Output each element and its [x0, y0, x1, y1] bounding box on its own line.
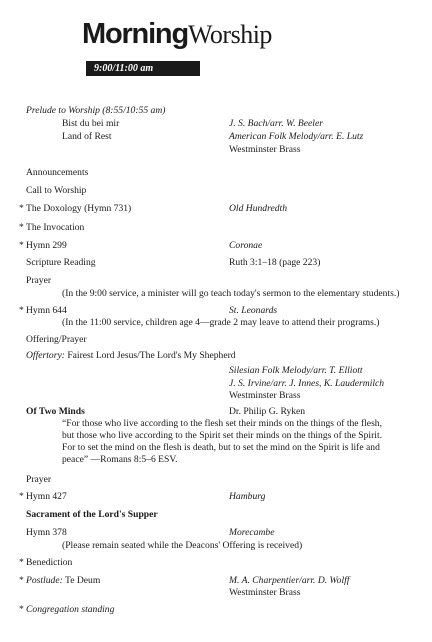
ensemble: Westminster Brass	[229, 390, 301, 401]
invocation-row	[0, 222, 432, 234]
scripture-reference: Ruth 3:1–18 (page 223)	[229, 257, 321, 268]
standing-mark: *	[19, 305, 24, 316]
postlude-row	[0, 575, 432, 587]
piece-name: Land of Rest	[62, 131, 112, 142]
sacrament-title: Sacrament of the Lord's Supper	[26, 509, 158, 520]
hymn-note: (Please remain seated while the Deacons' Offering is received)	[62, 540, 303, 551]
offertory-credit-2	[0, 378, 432, 390]
prelude-title: Prelude to Worship (8:55/10:55 am)	[26, 105, 166, 116]
footnote-row	[0, 604, 432, 616]
prayer-note-row	[0, 288, 432, 300]
hymn-note: (In the 11:00 service, children age 4—grade 2 may leave to attend their programs.)	[62, 317, 380, 328]
benediction-row	[0, 557, 432, 569]
ensemble: Westminster Brass	[229, 144, 301, 155]
hymn-tune: St. Leonards	[229, 305, 278, 316]
bulletin-title	[82, 18, 272, 50]
postlude-credit: M. A. Charpentier/arr. D. Wolff	[229, 575, 350, 586]
prayer-row	[0, 275, 432, 287]
sermon-quote-line	[0, 442, 432, 454]
postlude-piece: Te Deum	[65, 575, 101, 586]
hymn-644-note-row	[0, 317, 432, 329]
standing-mark: *	[19, 222, 24, 233]
hymn-tune: Hamburg	[229, 491, 266, 502]
hymn-427-row	[0, 491, 432, 503]
invocation-label: The Invocation	[26, 222, 85, 233]
offering-row	[0, 334, 432, 346]
doxology-row	[0, 203, 432, 215]
prelude-piece-1	[0, 118, 432, 130]
prayer-2-row	[0, 474, 432, 486]
quote-text: but those who live according to the Spirit set their minds on the things of the Spirit.	[62, 430, 383, 441]
benediction-label: Benediction	[26, 557, 73, 568]
offertory-credit: J. S. Irvine/arr. J. Innes, K. Laudermilch	[229, 378, 385, 389]
hymn-299-row	[0, 240, 432, 252]
offertory-credit: Silesian Folk Melody/arr. T. Elliott	[229, 365, 363, 376]
footnote-text: Congregation standing	[26, 604, 115, 615]
offertory-credit-1	[0, 365, 432, 377]
prelude-piece-2	[0, 131, 432, 143]
offertory-label: Offertory:	[26, 350, 65, 361]
piece-credit: J. S. Bach/arr. W. Beeler	[229, 118, 323, 129]
scripture-row	[0, 257, 432, 269]
call-to-worship: Call to Worship	[26, 185, 87, 196]
sermon-quote-line	[0, 430, 432, 442]
offertory	[26, 350, 236, 362]
doxology-label: The Doxology (Hymn 731)	[26, 203, 132, 214]
sermon-preacher: Dr. Philip G. Ryken	[229, 406, 306, 417]
offertory-title: Fairest Lord Jesus/The Lord's My Shepherd	[67, 350, 236, 361]
announcements: Announcements	[26, 167, 89, 178]
hymn-label: Hymn 644	[26, 305, 67, 316]
standing-mark: *	[19, 203, 24, 214]
offertory-row	[0, 350, 432, 362]
standing-mark: *	[19, 240, 24, 251]
piece-credit: American Folk Melody/arr. E. Lutz	[229, 131, 364, 142]
hymn-label: Hymn 378	[26, 527, 67, 538]
quote-text: “For those who live according to the flesh set their minds on the things of the flesh,	[62, 418, 382, 429]
hymn-644-row	[0, 305, 432, 317]
sermon-row	[0, 406, 432, 418]
piece-name: Bist du bei mir	[62, 118, 120, 129]
doxology-tune: Old Hundredth	[229, 203, 288, 214]
hymn-label: Hymn 299	[26, 240, 67, 251]
prayer-label: Prayer	[26, 275, 52, 286]
standing-mark: *	[19, 604, 24, 615]
call-to-worship-row	[0, 185, 432, 197]
announcements-row	[0, 167, 432, 179]
quote-text: peace” —Romans 8:5–6 ESV.	[62, 454, 178, 465]
ensemble: Westminster Brass	[229, 587, 301, 598]
title-bold: Morning	[82, 18, 188, 50]
scripture-label: Scripture Reading	[26, 257, 96, 268]
prelude-row	[0, 105, 432, 117]
postlude-label: Postlude:	[26, 575, 63, 586]
hymn-378-row	[0, 527, 432, 539]
title-light: Worship	[187, 20, 272, 49]
hymn-378-note-row	[0, 540, 432, 552]
postlude-ensemble-row	[0, 587, 432, 599]
quote-text: For to set the mind on the flesh is death, but to set the mind on the Spirit is life and	[62, 442, 380, 453]
hymn-label: Hymn 427	[26, 491, 67, 502]
hymn-tune: Coronae	[229, 240, 263, 251]
sacrament-row	[0, 509, 432, 521]
sermon-title: Of Two Minds	[26, 406, 85, 417]
sermon-quote-line	[0, 418, 432, 430]
service-times-bar: 9:00/11:00 am	[86, 61, 200, 76]
standing-mark: *	[19, 491, 24, 502]
postlude	[26, 575, 100, 587]
sermon-quote-line	[0, 454, 432, 466]
offertory-ensemble-row	[0, 390, 432, 402]
hymn-tune: Morecambe	[229, 527, 275, 538]
prelude-ensemble-row	[0, 144, 432, 156]
standing-mark: *	[19, 557, 24, 568]
standing-mark: *	[19, 575, 24, 586]
prayer-note: (In the 9:00 service, a minister will go teach today's sermon to the elementary students.)	[62, 288, 400, 299]
offering-label: Offering/Prayer	[26, 334, 87, 345]
prayer-label: Prayer	[26, 474, 52, 485]
